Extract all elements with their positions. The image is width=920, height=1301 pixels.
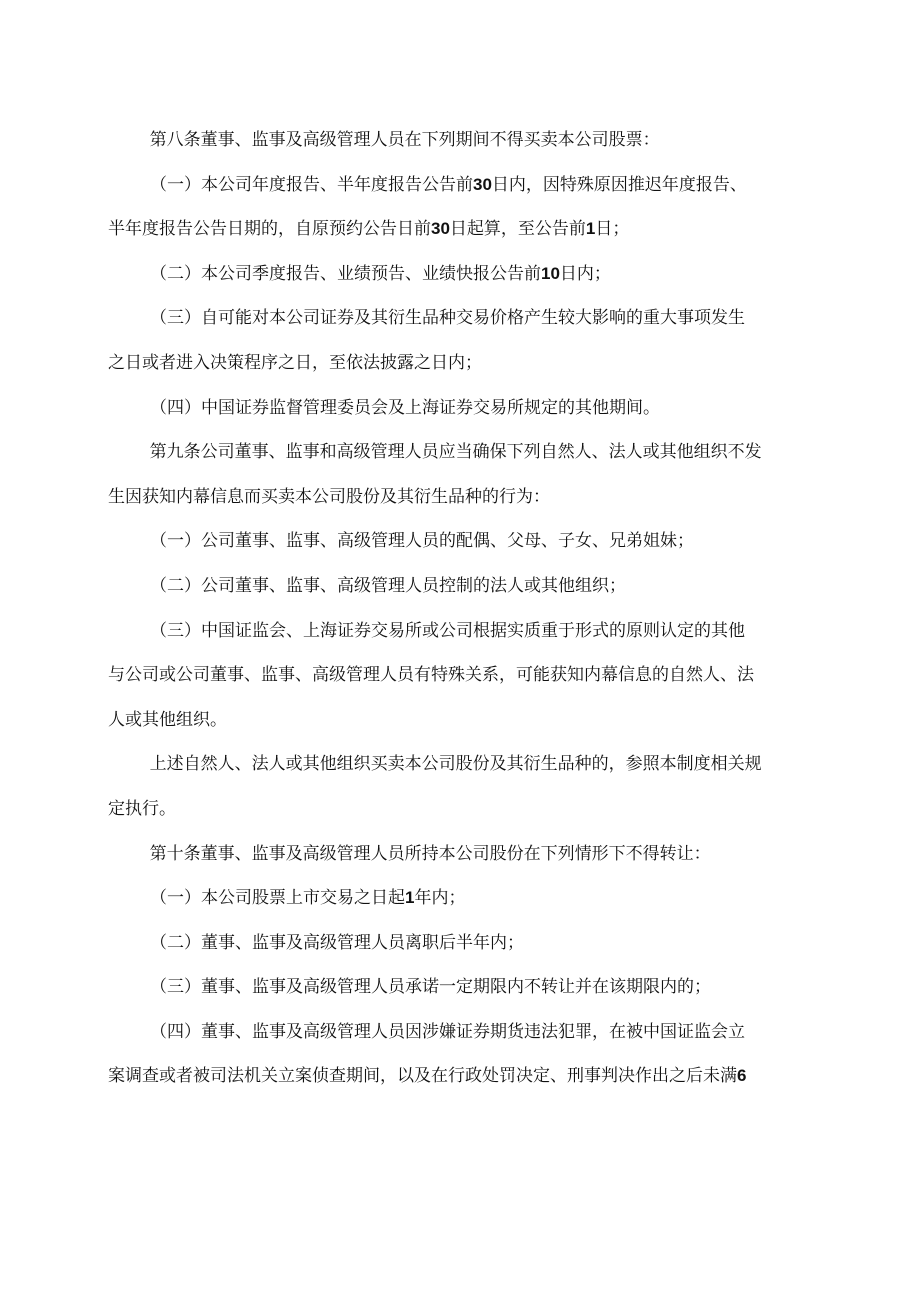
article-8-item-2 [108, 252, 823, 297]
article-10-item-3: （三）董事、监事及高级管理人员承诺一定期限内不转让并在该期限内的； [150, 977, 711, 998]
article-9-note-line-1: 上述自然人、法人或其他组织买卖本公司股份及其衍生品种的，参照本制度相关规 [149, 754, 762, 775]
article-9-item-1: （一）公司董事、监事、高级管理人员的配偶、父母、子女、兄弟姐妹； [150, 531, 694, 552]
article-9-item-3-line-3: 人或其他组织。 [108, 709, 227, 730]
article-9-item-3-line-1: （三）中国证监会、上海证券交易所或公司根据实质重于形式的原则认定的其他 [150, 620, 745, 641]
article-8-item-1 [108, 163, 823, 208]
article-8-heading: 第八条董事、监事及高级管理人员在下列期间不得买卖本公司股票： [149, 130, 660, 150]
article-10-item-4-line-1 [108, 1010, 823, 1055]
article-9-heading-line-2: 生因获知内幕信息而买卖本公司股份及其衍生品种的行为： [108, 486, 550, 507]
article-8-item-3 [108, 296, 823, 341]
article-10-item-1-line: （一）本公司股票上市交易之日起1年内； [150, 888, 466, 909]
article-10-item-2: （二）董事、监事及高级管理人员离职后半年内； [150, 932, 524, 953]
article-9-item-2: （二）公司董事、监事、高级管理人员控制的法人或其他组织； [150, 575, 626, 596]
article-10-heading: 第十条董事、监事及高级管理人员所持本公司股份在下列情形下不得转让： [149, 843, 711, 864]
article-8-item-1-cont [108, 207, 823, 252]
document-body [108, 118, 823, 1099]
article-9-item-3-line-2: 与公司或公司董事、监事、高级管理人员有特殊关系，可能获知内幕信息的自然人、法 [108, 665, 754, 686]
article-10-item-4-text-2: 案调查或者被司法机关立案侦查期间，以及在行政处罚决定、刑事判决作出之后未满6 [108, 1066, 747, 1087]
article-8-item-4 [108, 386, 823, 431]
article-8-item-1-line-2: 半年度报告公告日期的，自原预约公告日前30日起算，至公告前1日； [108, 219, 630, 240]
article-10-item-1 [108, 876, 823, 921]
article-9-note-line-2: 定执行。 [108, 798, 176, 819]
article-8-item-2-line: （二）本公司季度报告、业绩预告、业绩快报公告前10日内； [150, 263, 611, 284]
article-8-item-3-cont [108, 341, 823, 386]
article-9-heading-line-1: 第九条公司董事、监事和高级管理人员应当确保下列自然人、法人或其他组织不发 [149, 442, 762, 463]
article-8-item-3-line-2: 之日或者进入决策程序之日，至依法披露之日内； [108, 352, 482, 373]
article-8-item-1-line-1: （一）本公司年度报告、半年度报告公告前30日内，因特殊原因推迟年度报告、 [150, 174, 747, 195]
article-8-item-3-line-1: （三）自可能对本公司证券及其衍生品种交易价格产生较大影响的重大事项发生 [150, 308, 745, 329]
article-10-item-4-line-2 [108, 1054, 823, 1099]
article-10-item-4-text-1: （四）董事、监事及高级管理人员因涉嫌证券期货违法犯罪，在被中国证监会立 [150, 1021, 745, 1042]
article-8-item-4-line: （四）中国证券监督管理委员会及上海证券交易所规定的其他期间。 [150, 397, 660, 418]
